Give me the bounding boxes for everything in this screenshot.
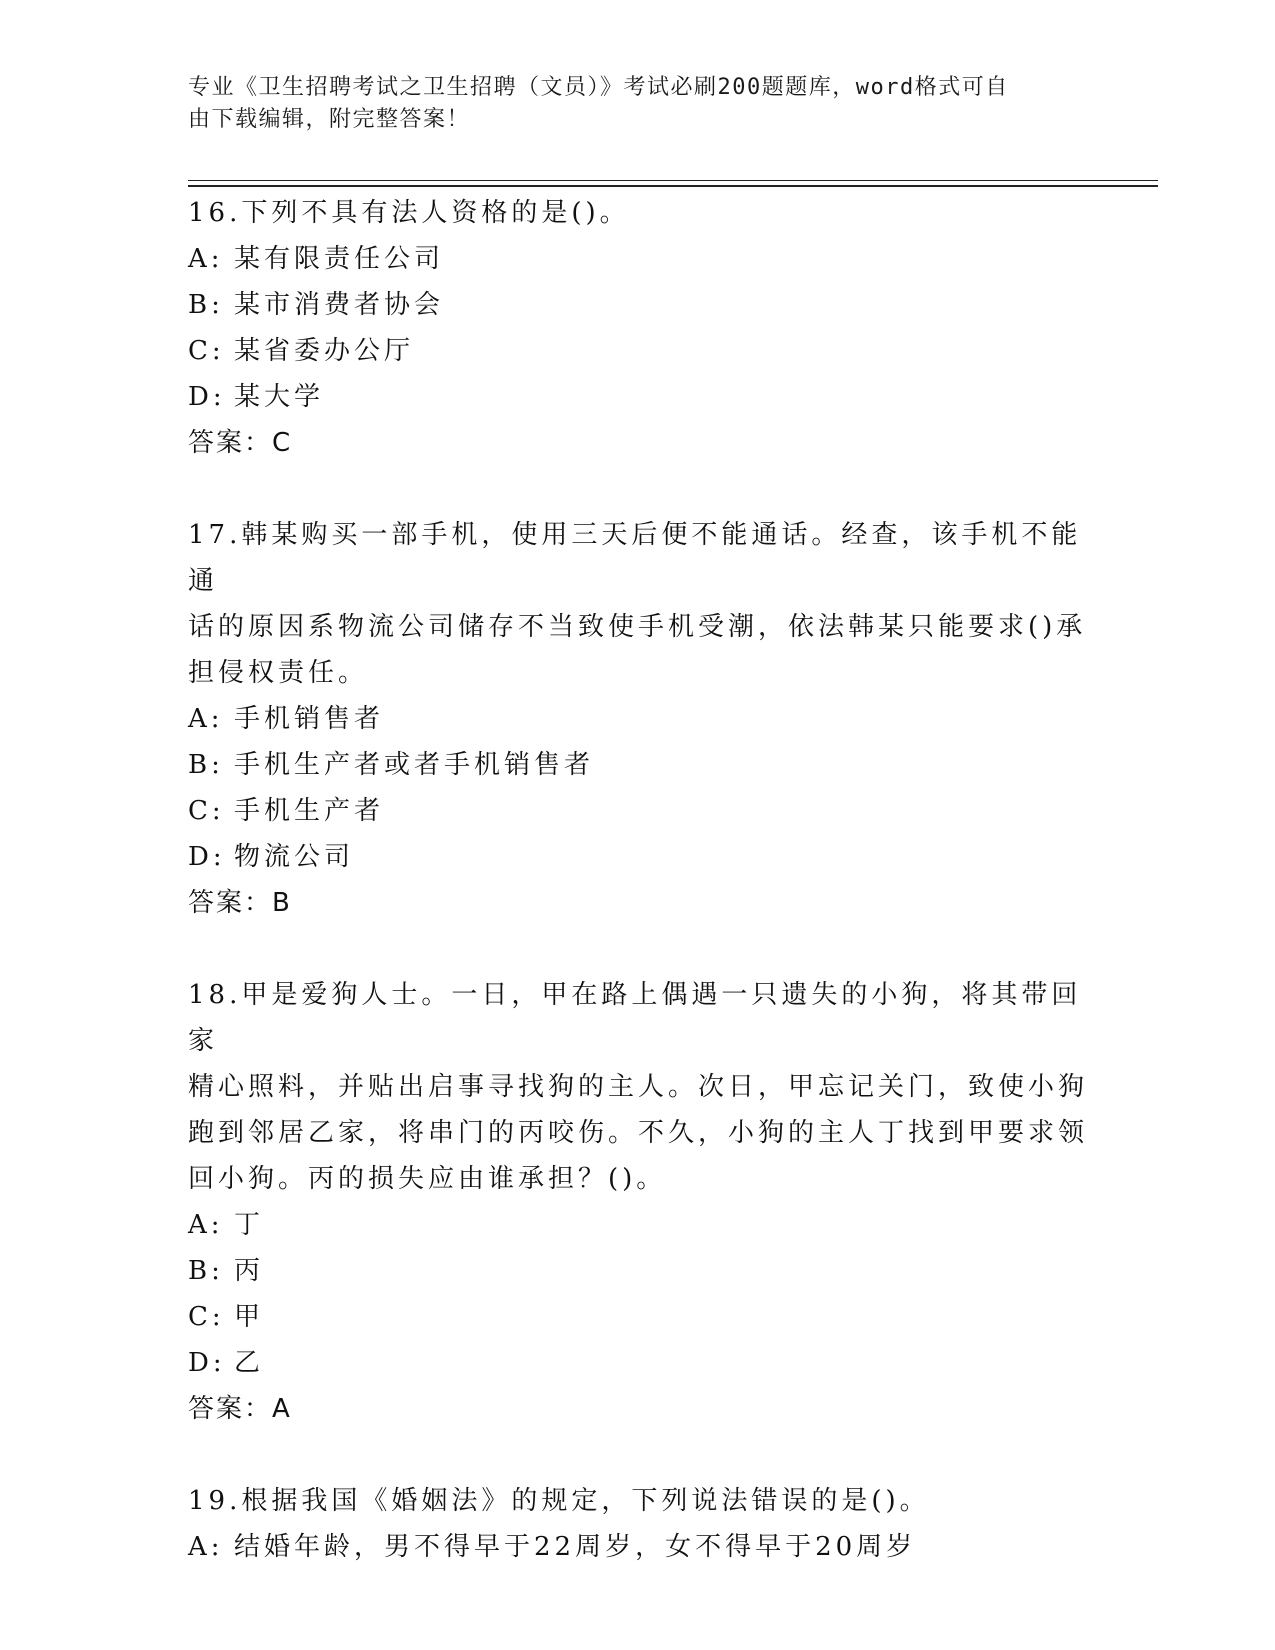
question-19: [188, 1478, 1088, 1570]
option-text: 手机销售者: [234, 704, 385, 734]
option-text: 甲: [234, 1302, 265, 1332]
option-text: 某省委办公厅: [234, 336, 415, 366]
option-key: C:: [188, 1302, 225, 1332]
option-key: B:: [188, 1256, 224, 1286]
option-a: [188, 236, 1088, 282]
stem-line: 话的原因系物流公司储存不当致使手机受潮，依法韩某只能要求()承: [188, 612, 1087, 642]
option-key: A:: [188, 1532, 224, 1562]
option-key: C:: [188, 336, 225, 366]
question-stem: [188, 1478, 1088, 1524]
stem-line: 16.下列不具有法人资格的是()。: [188, 198, 630, 228]
option-key: B:: [188, 750, 224, 780]
question-list: [188, 190, 1088, 1616]
option-c: [188, 1294, 1088, 1340]
answer-line: 答案：A: [188, 1394, 292, 1424]
option-key: D:: [188, 382, 226, 412]
header-line-1: 专业《卫生招聘考试之卫生招聘（文员）》考试必刷200题题库，word格式可自: [188, 75, 1009, 100]
header-divider-thick: [188, 185, 1158, 187]
option-b: [188, 1248, 1088, 1294]
question-stem: [188, 190, 1088, 236]
option-text: 某大学: [234, 382, 325, 412]
stem-line: 17.韩某购买一部手机，使用三天后便不能通话。经查，该手机不能通: [188, 520, 1082, 596]
option-a: [188, 696, 1088, 742]
option-c: [188, 328, 1088, 374]
option-key: A:: [188, 244, 224, 274]
document-header: [188, 72, 1068, 136]
stem-line: 19.根据我国《婚姻法》的规定，下列说法错误的是()。: [188, 1486, 930, 1516]
question-18: [188, 972, 1088, 1432]
option-key: A:: [188, 1210, 224, 1240]
option-key: D:: [188, 842, 226, 872]
option-text: 物流公司: [234, 842, 355, 872]
option-a: [188, 1202, 1088, 1248]
option-b: [188, 742, 1088, 788]
option-text: 丁: [234, 1210, 265, 1240]
answer-line: 答案：C: [188, 428, 293, 458]
option-key: A:: [188, 704, 224, 734]
question-stem: [188, 512, 1088, 696]
option-d: [188, 374, 1088, 420]
answer-line: 答案：B: [188, 888, 292, 918]
stem-line: 18.甲是爱狗人士。一日，甲在路上偶遇一只遗失的小狗，将其带回家: [188, 980, 1082, 1056]
stem-line: 回小狗。丙的损失应由谁承担？()。: [188, 1164, 667, 1194]
option-key: C:: [188, 796, 225, 826]
option-text: 乙: [234, 1348, 265, 1378]
question-17: [188, 512, 1088, 926]
question-16: [188, 190, 1088, 466]
option-a: [188, 1524, 1088, 1570]
option-text: 丙: [234, 1256, 265, 1286]
option-key: D:: [188, 1348, 226, 1378]
option-text: 手机生产者: [234, 796, 385, 826]
header-divider-thin: [188, 180, 1158, 181]
option-d: [188, 1340, 1088, 1386]
option-key: B:: [188, 290, 224, 320]
option-b: [188, 282, 1088, 328]
question-stem: [188, 972, 1088, 1202]
header-line-2: 由下载编辑，附完整答案！: [188, 107, 471, 132]
option-d: [188, 834, 1088, 880]
stem-line: 精心照料，并贴出启事寻找狗的主人。次日，甲忘记关门，致使小狗: [188, 1072, 1089, 1102]
stem-line: 担侵权责任。: [188, 658, 369, 688]
option-c: [188, 788, 1088, 834]
option-text: 某市消费者协会: [234, 290, 445, 320]
option-text: 某有限责任公司: [234, 244, 445, 274]
stem-line: 跑到邻居乙家，将串门的丙咬伤。不久，小狗的主人丁找到甲要求领: [188, 1118, 1089, 1148]
option-text: 手机生产者或者手机销售者: [234, 750, 595, 780]
option-text: 结婚年龄，男不得早于22周岁，女不得早于20周岁: [234, 1532, 917, 1562]
